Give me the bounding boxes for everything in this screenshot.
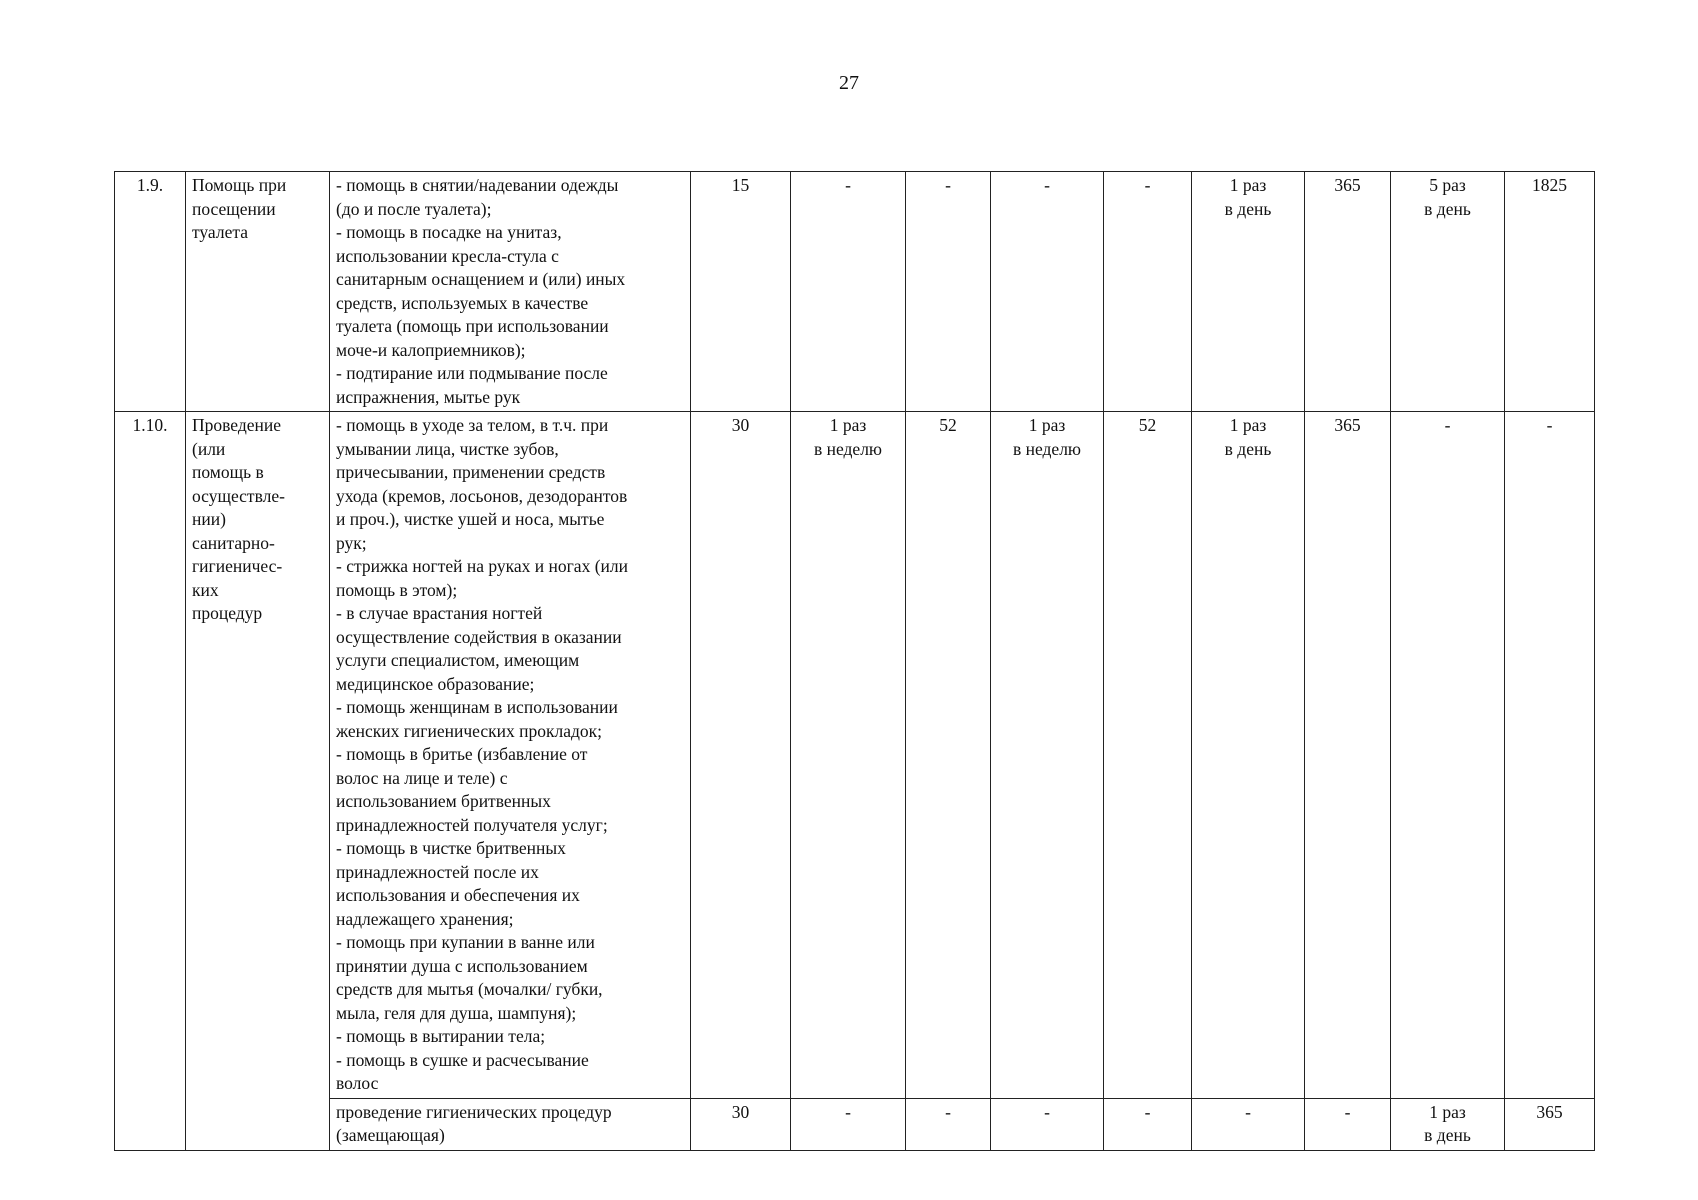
text-line: 1 раз: [1229, 175, 1267, 195]
cell-c9: 1825: [1505, 172, 1595, 412]
cell-c9: -: [1505, 412, 1595, 1099]
row-number: 1.9.: [115, 172, 186, 412]
cell-c1: 30: [691, 412, 791, 1099]
cell-c2: [791, 172, 906, 412]
text-line: туалета: [192, 222, 248, 242]
text-line: в день: [1424, 198, 1471, 219]
text-line: - помощь в чистке бритвенных: [336, 838, 566, 858]
text-line: -: [1245, 1101, 1251, 1122]
cell-c6: [1192, 1098, 1305, 1150]
text-line: - помощь в уходе за телом, в т.ч. при: [336, 415, 609, 435]
services-table: [114, 171, 1595, 1151]
text-line: и проч.), чистке ушей и носа, мытье: [336, 509, 605, 529]
text-line: - помощь при купании в ванне или: [336, 932, 595, 952]
cell-c7: 365: [1305, 412, 1391, 1099]
service-name: [186, 412, 330, 1151]
text-line: в день: [1224, 438, 1272, 459]
text-line: умывании лица, чистке зубов,: [336, 438, 559, 459]
text-line: моче-и калоприемников);: [336, 339, 526, 360]
text-line: -: [845, 1101, 851, 1122]
text-line: средств, используемых в качестве: [336, 292, 589, 313]
text-line: 1 раз: [1429, 1101, 1466, 1122]
service-description: [330, 1098, 691, 1150]
cell-c2: [791, 412, 906, 1099]
text-line: проведение гигиенических процедур: [336, 1101, 612, 1122]
text-line: использования и обеспечения их: [336, 885, 580, 905]
text-line: гигиеничес-: [192, 556, 283, 576]
text-line: испражнения, мытье рук: [336, 386, 521, 407]
text-line: -: [845, 175, 851, 195]
text-line: -: [1044, 175, 1050, 195]
cell-c1: 30: [691, 1098, 791, 1150]
cell-c8: [1391, 172, 1505, 412]
text-line: Проведение: [192, 415, 282, 435]
service-description: [330, 172, 691, 412]
text-line: помощь в: [192, 462, 264, 482]
cell-c8: [1391, 1098, 1505, 1150]
cell-c7: -: [1305, 1098, 1391, 1150]
text-line: надлежащего хранения;: [336, 908, 514, 929]
text-line: посещении: [192, 198, 276, 219]
cell-c4: [991, 172, 1104, 412]
text-line: - помощь женщинам в использовании: [336, 697, 618, 717]
cell-c9: 365: [1505, 1098, 1595, 1150]
cell-c4: [991, 1098, 1104, 1150]
text-line: рук;: [336, 532, 367, 553]
text-line: в день: [1224, 198, 1272, 219]
cell-c5: -: [1104, 1098, 1192, 1150]
cell-c5: -: [1104, 172, 1192, 412]
text-line: 1 раз: [1229, 415, 1267, 435]
text-line: (замещающая): [336, 1125, 445, 1145]
cell-c3: 52: [906, 412, 991, 1099]
text-line: 5 раз: [1429, 175, 1466, 195]
text-line: причесывании, применении средств: [336, 462, 606, 482]
cell-c6: [1192, 172, 1305, 412]
cell-c1: 15: [691, 172, 791, 412]
text-line: в день: [1424, 1125, 1471, 1145]
cell-c4: [991, 412, 1104, 1099]
text-line: санитарно-: [192, 532, 275, 553]
text-line: волос: [336, 1073, 379, 1093]
service-name: [186, 172, 330, 412]
text-line: 1 раз: [829, 415, 867, 435]
text-line: Помощь при: [192, 175, 287, 195]
text-line: 1 раз: [1028, 415, 1066, 435]
text-line: осуществление содействия в оказании: [336, 626, 622, 647]
text-line: - помощь в снятии/надевании одежды: [336, 175, 619, 195]
text-line: - помощь в посадке на унитаз,: [336, 222, 562, 242]
text-line: в неделю: [813, 438, 883, 459]
text-line: нии): [192, 509, 226, 529]
cell-c8: [1391, 412, 1505, 1099]
text-line: волос на лице и теле) с: [336, 767, 508, 788]
text-line: санитарным оснащением и (или) иных: [336, 269, 626, 289]
table-row: [115, 172, 1595, 412]
row-number: 1.10.: [115, 412, 186, 1151]
text-line: услуги специалистом, имеющим: [336, 650, 580, 670]
text-line: осуществле-: [192, 485, 285, 506]
text-line: - помощь в бритье (избавление от: [336, 744, 588, 764]
service-description: [330, 412, 691, 1099]
cell-c7: 365: [1305, 172, 1391, 412]
text-line: принадлежностей после их: [336, 861, 539, 882]
cell-c6: [1192, 412, 1305, 1099]
text-line: ких: [192, 579, 219, 600]
text-line: туалета (помощь при использовании: [336, 316, 609, 336]
text-line: (до и после туалета);: [336, 198, 492, 219]
text-line: (или: [192, 438, 226, 459]
text-line: ухода (кремов, лосьонов, дезодорантов: [336, 485, 628, 506]
text-line: мыла, геля для душа, шампуня);: [336, 1002, 577, 1023]
cell-c2: [791, 1098, 906, 1150]
text-line: - в случае врастания ногтей: [336, 603, 543, 623]
text-line: использованием бритвенных: [336, 791, 551, 811]
text-line: - подтирание или подмывание после: [336, 363, 608, 383]
text-line: средств для мытья (мочалки/ губки,: [336, 979, 603, 999]
text-line: принадлежностей получателя услуг;: [336, 814, 608, 835]
cell-c3: -: [906, 172, 991, 412]
table-row: [115, 412, 1595, 1099]
text-line: принятии душа с использованием: [336, 955, 588, 976]
text-line: - помощь в сушке и расчесывание: [336, 1049, 589, 1070]
text-line: в неделю: [1012, 438, 1082, 459]
text-line: - стрижка ногтей на руках и ногах (или: [336, 556, 628, 576]
text-line: медицинское образование;: [336, 673, 535, 694]
text-line: использовании кресла-стула с: [336, 245, 559, 266]
table-row: [115, 1098, 1595, 1150]
page-number: 27: [839, 72, 859, 94]
text-line: -: [1044, 1101, 1050, 1122]
cell-c3: -: [906, 1098, 991, 1150]
text-line: - помощь в вытирании тела;: [336, 1026, 546, 1046]
text-line: помощь в этом);: [336, 579, 458, 600]
cell-c5: 52: [1104, 412, 1192, 1099]
text-line: -: [1444, 415, 1451, 435]
text-line: женских гигиенических прокладок;: [336, 720, 602, 741]
text-line: процедур: [192, 603, 263, 623]
